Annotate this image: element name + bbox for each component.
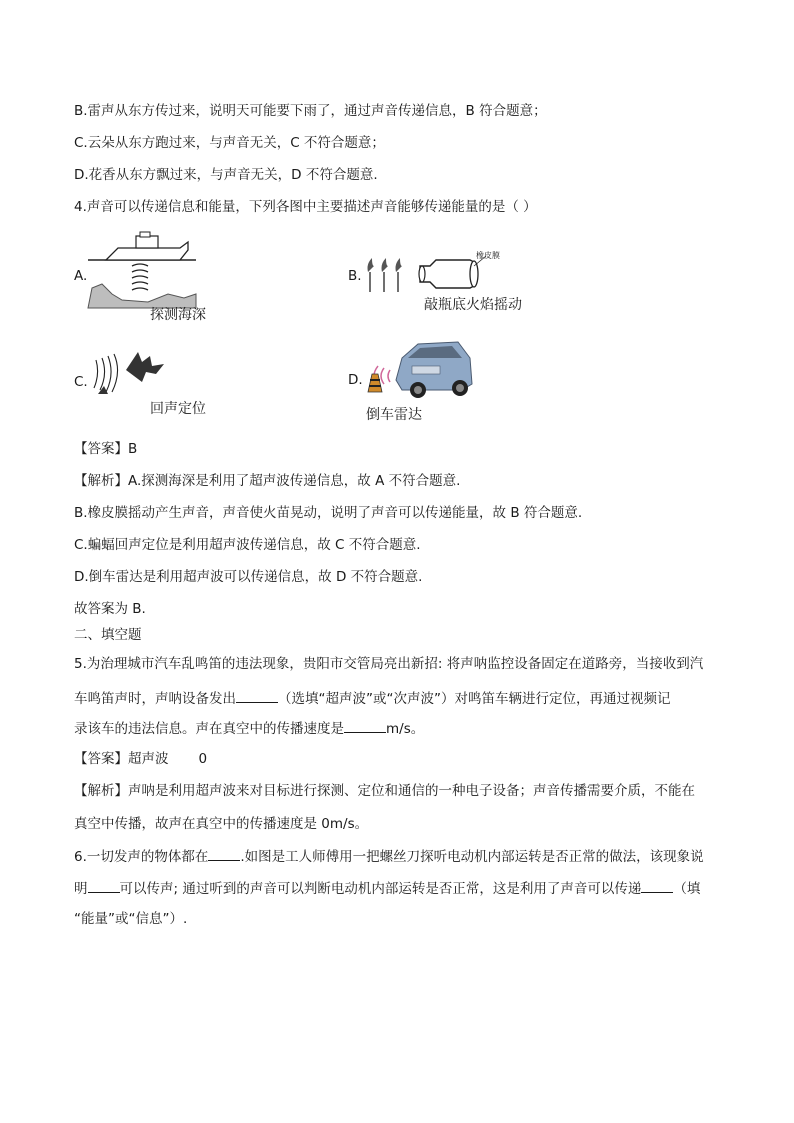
option-d-caption: 倒车雷达 [366, 407, 422, 423]
q4-analysis-a: 【解析】A.探测海深是利用了超声波传递信息，故 A 不符合题意. [74, 473, 461, 489]
q5-analysis-line2: 真空中传播，故声在真空中的传播速度是 0m/s。 [74, 816, 369, 832]
q4-analysis-d: D.倒车雷达是利用超声波可以传递信息，故 D 不符合题意. [74, 569, 423, 585]
q4-analysis-b: B.橡皮膜摇动产生声音，声音使火苗晃动，说明了声音可以传递能量，故 B 符合题意. [74, 505, 583, 521]
q6-line1-part1: 6.一切发声的物体都在 [74, 849, 209, 865]
explanation-c: C.云朵从东方跑过来，与声音无关，C 不符合题意； [74, 135, 385, 151]
q5-line3-part1: 录该车的违法信息。声在真空中的传播速度是 [74, 721, 344, 737]
answer-blank[interactable] [208, 846, 240, 861]
q6-line2-part1: 明 [74, 881, 88, 897]
q5-analysis-line1: 【解析】声呐是利用超声波来对目标进行探测、定位和通信的一种电子设备；声音传播需要介质，不能在 [74, 783, 695, 799]
rubber-membrane-label: 橡皮膜 [476, 251, 500, 260]
answer-blank[interactable] [641, 878, 673, 893]
q4-analysis-c: C.蝙蝠回声定位是利用超声波传递信息，故 C 不符合题意. [74, 537, 421, 553]
answer-value-1: 超声波 [128, 751, 169, 767]
q4-stem: 4.声音可以传递信息和能量，下列各图中主要描述声音能够传递能量的是（ ） [74, 199, 537, 215]
option-a-caption: 探测海深 [150, 307, 206, 323]
option-a-letter: A. [74, 268, 88, 284]
explanation-b: B.雷声从东方传过来，说明天可能要下雨了，通过声音传递信息，B 符合题意； [74, 103, 547, 119]
q5-line2-part1: 车鸣笛声时，声呐设备发出 [74, 691, 236, 707]
ship-sonar-illustration [88, 228, 198, 308]
section-title: 二、填空题 [74, 627, 142, 643]
bat-echolocation-illustration [90, 346, 170, 396]
q4-answer: 【答案】B [74, 441, 138, 457]
q5-answer [74, 750, 207, 768]
answer-value-2: 0 [198, 751, 208, 767]
q6-line1-part2: .如图是工人师傅用一把螺丝刀探听电动机内部运转是否正常的做法，该现象说 [240, 849, 704, 865]
q6-line2 [74, 878, 700, 898]
option-c-letter: C. [74, 374, 88, 390]
answer-blank[interactable] [88, 878, 120, 893]
answer-tag: 【答案】 [74, 751, 128, 767]
q4-conclusion: 故答案为 B. [74, 601, 146, 617]
option-c-caption: 回声定位 [150, 401, 206, 417]
q5-line2-part2: （选填“超声波”或“次声波”）对鸣笛车辆进行定位，再通过视频记 [278, 691, 671, 707]
q5-line2 [74, 688, 670, 708]
q5-line1: 5.为治理城市汽车乱鸣笛的违法现象，贵阳市交管局亮出新招: 将声呐监控设备固定在道路旁，当接收到汽 [74, 656, 704, 672]
answer-blank[interactable] [344, 718, 386, 733]
option-b-letter: B. [348, 268, 362, 284]
q6-line2-part3: （填 [673, 881, 701, 897]
option-b-caption: 敲瓶底火焰摇动 [424, 297, 522, 313]
q5-line3 [74, 718, 424, 738]
q6-line2-part2: 可以传声; 通过听到的声音可以判断电动机内部运转是否正常，这是利用了声音可以传递 [119, 881, 642, 897]
q6-line1 [74, 846, 704, 866]
q6-line3: “能量”或“信息”）. [74, 911, 188, 927]
reversing-radar-illustration [362, 340, 474, 400]
explanation-d: D.花香从东方飘过来，与声音无关，D 不符合题意. [74, 167, 378, 183]
option-d-letter: D. [348, 372, 363, 388]
answer-blank[interactable] [236, 688, 278, 703]
q5-line3-part2: m/s。 [386, 721, 425, 737]
